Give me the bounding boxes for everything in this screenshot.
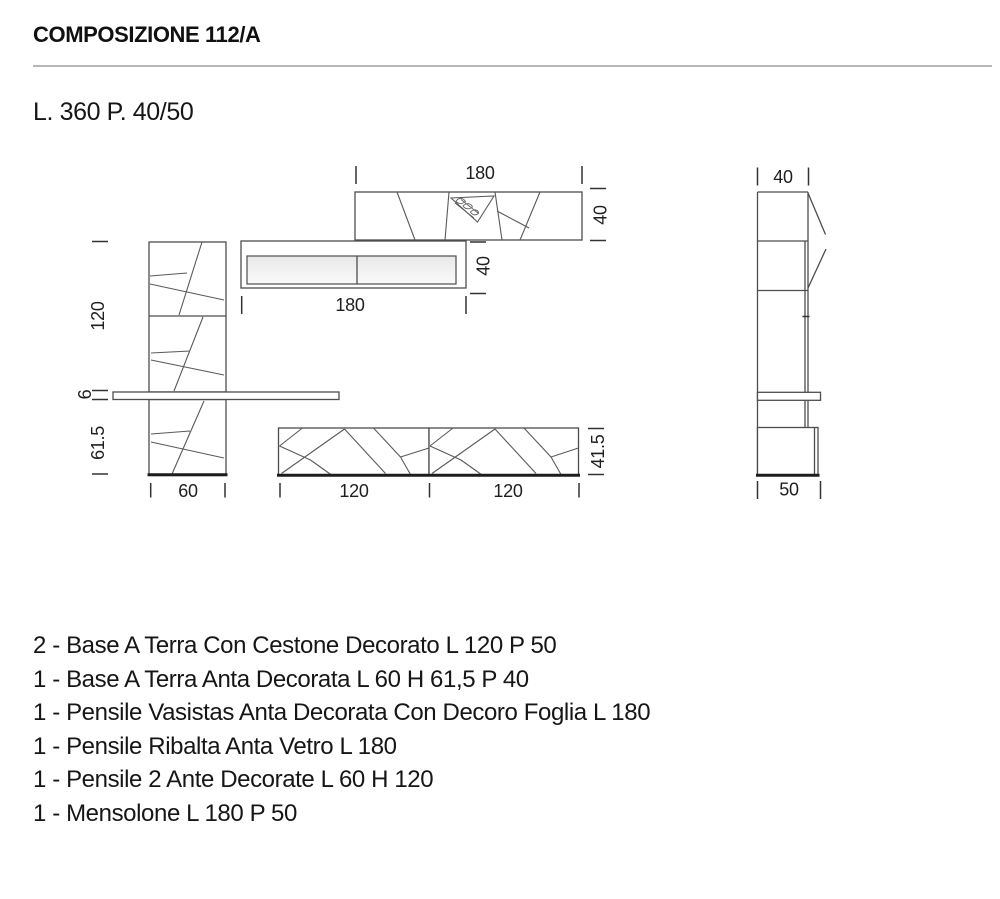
dim-glass-width: 180 (335, 295, 365, 315)
ribalta-opening-line (808, 249, 826, 288)
dim-glass-height: 40 (473, 256, 494, 276)
parts-list-item: 1 - Pensile 2 Ante Decorate L 60 H 120 (33, 766, 434, 793)
glass-pane (247, 256, 456, 284)
parts-list-item: 1 - Pensile Vasistas Anta Decorata Con Decoro Foglia L 180 (33, 699, 651, 726)
base-anta (148, 400, 228, 476)
front-view (75, 163, 611, 501)
dim-base-door-width: 60 (178, 481, 198, 501)
pensile-ribalta-vetro (241, 241, 466, 288)
dim-base-right-width: 120 (493, 481, 523, 501)
side-view (756, 167, 826, 500)
dim-base-door-height: 61.5 (88, 426, 108, 460)
parts-list-item: 2 - Base A Terra Con Cestone Decorato L 120 P 50 (33, 632, 557, 659)
parts-list-item: 1 - Pensile Ribalta Anta Vetro L 180 (33, 732, 397, 760)
vasistas-opening-line (808, 193, 826, 235)
base-side (756, 428, 820, 476)
pensile-vasistas (355, 192, 582, 240)
dim-column-height: 120 (88, 301, 108, 331)
parts-list-item: 1 - Base A Terra Anta Decorata L 60 H 61,5 P 40 (33, 665, 529, 693)
dim-top-height: 40 (590, 205, 611, 225)
mensolone-side (758, 392, 821, 400)
dim-side-top-depth: 40 (773, 167, 793, 187)
dim-base-left-width: 120 (339, 481, 369, 501)
dim-shelf-thickness: 6 (75, 389, 95, 400)
composition-size: L. 360 P. 40/50 (33, 98, 194, 126)
dim-top-width: 180 (465, 163, 495, 183)
mensolone (113, 392, 339, 400)
parts-list-item: 1 - Mensolone L 180 P 50 (33, 799, 297, 827)
base-cestone-right (429, 428, 579, 476)
page-title: COMPOSIZIONE 112/A (33, 22, 261, 47)
parts-list (33, 629, 650, 830)
dim-side-bottom-depth: 50 (779, 479, 799, 500)
dim-bases-height: 41.5 (588, 434, 608, 469)
base-cestone-left (279, 428, 430, 476)
pensile-2-ante (149, 242, 226, 392)
